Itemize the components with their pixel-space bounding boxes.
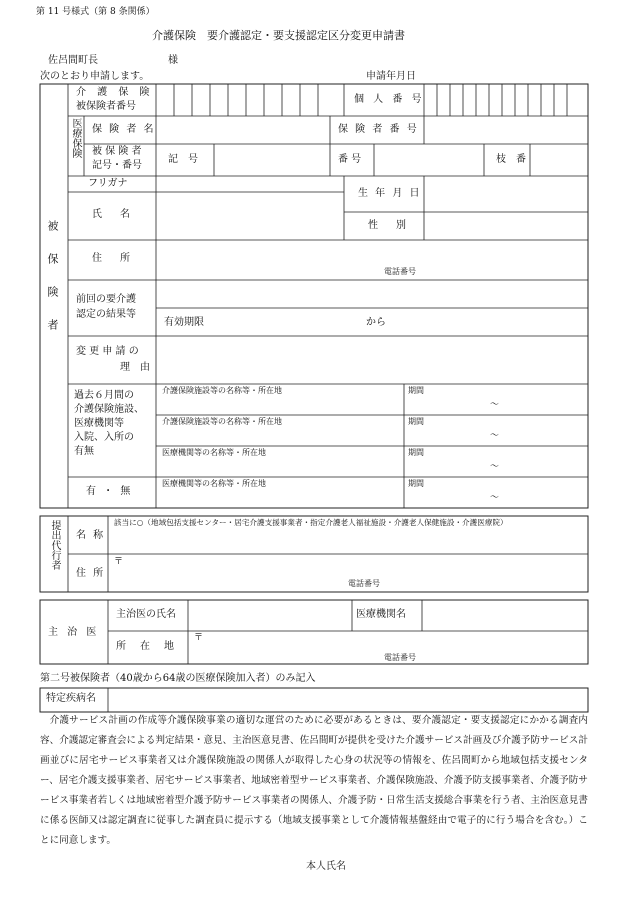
symbol-label: 記 号 <box>168 154 198 165</box>
facility-row-4-tilde: ～ <box>490 493 500 503</box>
name-label: 氏 名 <box>92 209 134 220</box>
consent-text: 介護サービス計画の作成等介護保険事業の適切な運営のために必要があるときは、要介護認定・要支援認定にかかる調査内容、介護認定審査会による判定結果・意見、主治医意見書、佐呂間町が提供を受けた介護サービス計画及び介護予防サービス計画並びに居宅サービス事業者又は介護保険施設の関係人が取得した心身の状況等の情報を、佐呂間町から地域包括支援センター、居宅介護支援事業者、居宅サービス事業者、地域密着型サービス事業者、介護保険施設、介護予防支援事業者、介護予防サービス事業者若しくは地域密着型介護予防サービス事業者の関係人、介護予防・日常生活支援総合事業を行う者、主治医意見書に係る医師又は認定調査に従事した調査員に提示する（地域支援事業として介護情報基盤経由で電子的に行う場合を含む。）ことに同意します。 <box>40 715 588 846</box>
prev-result-label-2: 認定の結果等 <box>76 309 136 320</box>
signature-label: 本人氏名 <box>306 861 346 872</box>
valid-period-label: 有効期限 <box>164 317 204 328</box>
insured-number-label-1: 介 護 保 険 <box>76 87 154 98</box>
insurer-name-label: 保 険 者 名 <box>92 124 156 135</box>
facility-row-2-tilde: ～ <box>490 431 500 441</box>
symbol-number-label-1: 被 保 険 者 <box>92 146 142 157</box>
facility-row-4-label: 医療機関等の名称等・所在地 <box>162 479 266 488</box>
addressee: 佐呂間町長 <box>48 55 98 66</box>
insured-section-label: 被保険者 <box>46 220 59 352</box>
past6-label-4: 入院、入所の <box>74 432 134 443</box>
sex-label: 性 別 <box>368 220 410 231</box>
doctor-postal-mark: 〒 <box>194 633 204 643</box>
past6-label-2: 介護保険施設、 <box>74 404 144 415</box>
medical-insurance-label: 医療保険 <box>70 118 81 158</box>
application-date-label: 申請年月日 <box>366 71 416 82</box>
reason-label-2: 理 由 <box>120 362 150 373</box>
insurer-number-label: 保 険 者 番 号 <box>338 124 419 135</box>
past6-label-1: 過去６月間の <box>74 390 134 401</box>
intro-text: 次のとおり申請します。 <box>40 71 150 82</box>
insured-phone-label: 電話番号 <box>384 267 416 276</box>
personal-number-label: 個 人 番 号 <box>354 94 425 105</box>
facility-row-1-tilde: ～ <box>490 400 500 410</box>
agent-postal-mark: 〒 <box>114 557 124 567</box>
facility-row-3-tilde: ～ <box>490 462 500 472</box>
agent-check-note: 該当に○（地域包括支援センター・居宅介護支援事業者・指定介護老人福祉施設・介護老人保健施設・介護医療院） <box>114 518 508 527</box>
honorific: 様 <box>168 55 178 66</box>
number-label: 番 号 <box>338 154 362 165</box>
facility-row-1-period: 期間 <box>408 386 424 395</box>
form-number: 第 11 号様式（第 8 条関係） <box>36 7 155 17</box>
presence-label: 有 ・ 無 <box>86 486 133 497</box>
address-label: 住 所 <box>92 253 134 264</box>
institution-label: 医療機関名 <box>356 609 406 620</box>
page-title: 介護保険 要介護認定・要支援認定区分変更申請書 <box>152 29 405 42</box>
facility-row-2-period: 期間 <box>408 417 424 426</box>
agent-address-label: 住 所 <box>76 568 106 579</box>
facility-row-2-label: 介護保険施設等の名称等・所在地 <box>162 417 282 426</box>
symbol-number-label-2: 記号・番号 <box>92 160 142 171</box>
facility-row-1-label: 介護保険施設等の名称等・所在地 <box>162 386 282 395</box>
from-label: から <box>366 317 386 328</box>
insured-number-label-2: 被保険者番号 <box>76 101 136 112</box>
past6-label-3: 医療機関等 <box>74 418 124 429</box>
doctor-name-label: 主治医の氏名 <box>116 609 176 620</box>
birthdate-label: 生 年 月 日 <box>358 188 422 199</box>
facility-row-3-label: 医療機関等の名称等・所在地 <box>162 448 266 457</box>
location-label: 所 在 地 <box>116 641 176 652</box>
facility-row-3-period: 期間 <box>408 448 424 457</box>
agent-name-label: 名 称 <box>76 530 106 541</box>
doctor-section-label: 主 治 医 <box>48 627 100 638</box>
disease-label: 特定疾病名 <box>46 693 96 704</box>
second-insured-note: 第二号被保険者（40歳から64歳の医療保険加入者）のみ記入 <box>40 673 316 684</box>
doctor-phone-label: 電話番号 <box>384 653 416 662</box>
furigana-label: フリガナ <box>88 178 128 189</box>
facility-row-4-period: 期間 <box>408 479 424 488</box>
branch-label: 枝 番 <box>496 154 526 165</box>
reason-label-1: 変 更 申 請 の <box>76 346 139 357</box>
prev-result-label-1: 前回の要介護 <box>76 294 136 305</box>
agent-section-label: 提出代行者 <box>49 520 60 570</box>
past6-label-5: 有無 <box>74 446 94 457</box>
agent-phone-label: 電話番号 <box>348 579 380 588</box>
